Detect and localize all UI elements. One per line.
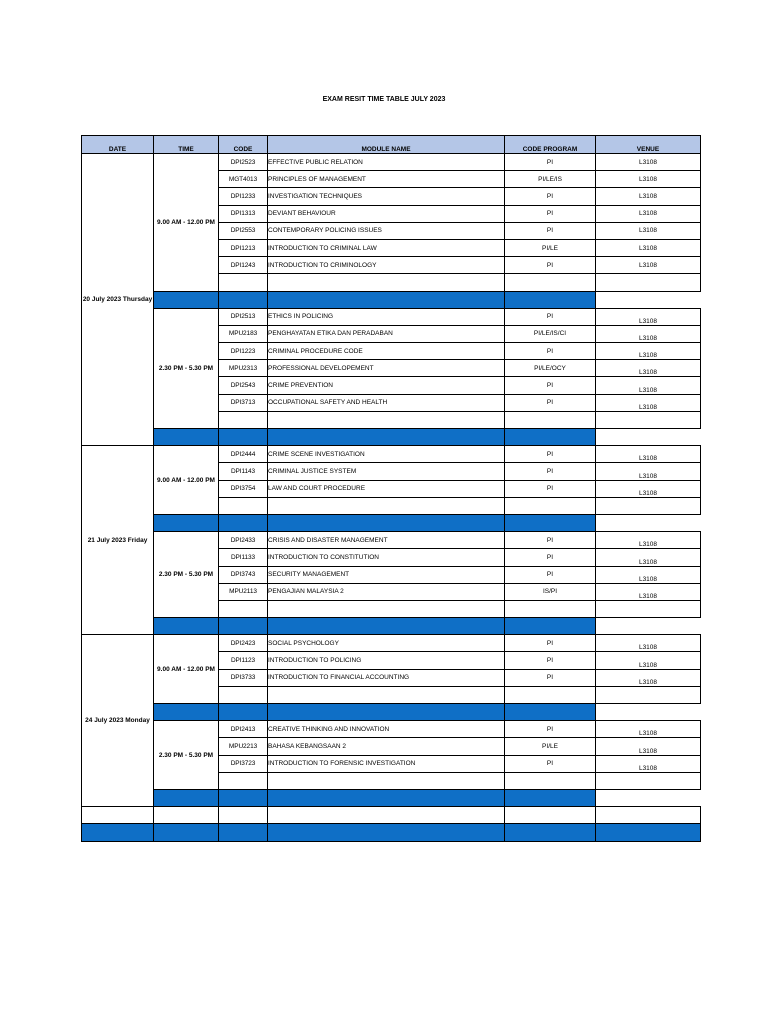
module-name-cell: SECURITY MANAGEMENT [268, 566, 505, 583]
code-program-cell: PI [505, 446, 596, 463]
module-name-cell: BAHASA KEBANGSAAN 2 [268, 738, 505, 755]
header-date: DATE [82, 136, 154, 154]
blank-cell [268, 411, 505, 428]
time-cell: 9.00 AM - 12.00 PM [154, 446, 219, 515]
table-row [82, 446, 701, 463]
venue-cell: L3108 [596, 635, 701, 652]
venue-cell: L3108 [596, 325, 701, 342]
blank-cell [219, 807, 268, 824]
separator-row [82, 789, 701, 806]
venue-cell: L3108 [596, 257, 701, 274]
blank-cell [268, 600, 505, 617]
separator-cell [154, 514, 219, 531]
date-cell: 20 July 2023 Thursday [82, 154, 154, 446]
blank-row [82, 807, 701, 824]
module-name-cell: CRIMINAL PROCEDURE CODE [268, 343, 505, 360]
code-cell: DPI2413 [219, 721, 268, 738]
time-cell: 2.30 PM - 5.30 PM [154, 532, 219, 618]
table-row [82, 635, 701, 652]
separator-cell [219, 824, 268, 841]
separator-cell [154, 789, 219, 806]
blank-cell [219, 497, 268, 514]
code-cell: DPI2543 [219, 377, 268, 394]
page-title: EXAM RESIT TIME TABLE JULY 2023 [322, 96, 446, 103]
module-name-cell: PRINCIPLES OF MANAGEMENT [268, 171, 505, 188]
separator-cell [268, 429, 505, 446]
module-name-cell: CRISIS AND DISASTER MANAGEMENT [268, 532, 505, 549]
separator-cell [154, 291, 219, 308]
code-cell: MPU2213 [219, 738, 268, 755]
module-name-cell: INTRODUCTION TO CONSTITUTION [268, 549, 505, 566]
code-cell: DPI3713 [219, 394, 268, 411]
code-cell: DPI3723 [219, 755, 268, 772]
blank-cell [268, 497, 505, 514]
separator-row [82, 429, 701, 446]
code-cell: DPI2423 [219, 635, 268, 652]
separator-cell [154, 429, 219, 446]
blank-cell [219, 772, 268, 789]
date-cell: 21 July 2023 Friday [82, 446, 154, 635]
separator-row [82, 291, 701, 308]
blank-cell [82, 807, 154, 824]
module-name-cell: INTRODUCTION TO CRIMINOLOGY [268, 257, 505, 274]
date-cell: 24 July 2023 Monday [82, 635, 154, 807]
table-row [82, 532, 701, 549]
code-program-cell: PI [505, 549, 596, 566]
table-row [82, 308, 701, 325]
venue-cell: L3108 [596, 480, 701, 497]
venue-cell: L3108 [596, 154, 701, 171]
separator-cell [82, 824, 154, 841]
blank-cell [505, 600, 596, 617]
code-cell: DPI1243 [219, 257, 268, 274]
code-cell: DPI2523 [219, 154, 268, 171]
code-program-cell: PI [505, 394, 596, 411]
venue-cell: L3108 [596, 532, 701, 549]
separator-cell [505, 789, 596, 806]
code-cell: DPI3743 [219, 566, 268, 583]
blank-cell [596, 807, 701, 824]
time-cell: 2.30 PM - 5.30 PM [154, 308, 219, 428]
venue-cell: L3108 [596, 188, 701, 205]
code-program-cell: PI [505, 755, 596, 772]
separator-cell [268, 704, 505, 721]
separator-cell [596, 824, 701, 841]
header-module-name: MODULE NAME [268, 136, 505, 154]
code-program-cell: PI [505, 308, 596, 325]
code-program-cell: PI [505, 721, 596, 738]
code-program-cell: PI [505, 635, 596, 652]
venue-cell: L3108 [596, 394, 701, 411]
header-code-program: CODE PROGRAM [505, 136, 596, 154]
blank-cell [596, 274, 701, 291]
venue-cell: L3108 [596, 652, 701, 669]
blank-cell [219, 600, 268, 617]
separator-row [82, 618, 701, 635]
code-program-cell: PI/LE [505, 738, 596, 755]
module-name-cell: INTRODUCTION TO FORENSIC INVESTIGATION [268, 755, 505, 772]
module-name-cell: CONTEMPORARY POLICING ISSUES [268, 222, 505, 239]
separator-cell [268, 514, 505, 531]
code-cell: DPI1123 [219, 652, 268, 669]
venue-cell: L3108 [596, 738, 701, 755]
code-program-cell: PI/LE [505, 239, 596, 256]
module-name-cell: CREATIVE THINKING AND INNOVATION [268, 721, 505, 738]
module-name-cell: INTRODUCTION TO FINANCIAL ACCOUNTING [268, 669, 505, 686]
blank-cell [268, 772, 505, 789]
module-name-cell: SOCIAL PSYCHOLOGY [268, 635, 505, 652]
separator-cell [505, 291, 596, 308]
separator-row [82, 824, 701, 841]
header-row [82, 136, 701, 154]
venue-cell: L3108 [596, 721, 701, 738]
code-cell: DPI1223 [219, 343, 268, 360]
code-cell: DPI1233 [219, 188, 268, 205]
code-program-cell: PI [505, 566, 596, 583]
separator-cell [505, 618, 596, 635]
code-cell: MGT4013 [219, 171, 268, 188]
code-cell: DPI1143 [219, 463, 268, 480]
blank-cell [219, 274, 268, 291]
venue-cell: L3108 [596, 239, 701, 256]
time-cell: 2.30 PM - 5.30 PM [154, 721, 219, 790]
separator-cell [219, 291, 268, 308]
code-cell: DPI3754 [219, 480, 268, 497]
time-cell: 9.00 AM - 12.00 PM [154, 154, 219, 292]
separator-cell [219, 618, 268, 635]
blank-cell [596, 600, 701, 617]
code-cell: DPI2553 [219, 222, 268, 239]
separator-row [82, 704, 701, 721]
module-name-cell: OCCUPATIONAL SAFETY AND HEALTH [268, 394, 505, 411]
separator-cell [154, 704, 219, 721]
blank-cell [505, 807, 596, 824]
code-program-cell: PI [505, 652, 596, 669]
blank-cell [596, 772, 701, 789]
code-cell: DPI2513 [219, 308, 268, 325]
blank-cell [219, 411, 268, 428]
code-program-cell: PI/LE/OCY [505, 360, 596, 377]
separator-cell [219, 704, 268, 721]
module-name-cell: DEVIANT BEHAVIOUR [268, 205, 505, 222]
separator-cell [505, 429, 596, 446]
module-name-cell: PROFESSIONAL DEVELOPEMENT [268, 360, 505, 377]
separator-cell [219, 514, 268, 531]
venue-cell: L3108 [596, 171, 701, 188]
code-program-cell: PI [505, 343, 596, 360]
separator-cell [268, 618, 505, 635]
venue-cell: L3108 [596, 755, 701, 772]
separator-cell [268, 789, 505, 806]
table-row [82, 154, 701, 171]
blank-cell [505, 411, 596, 428]
blank-cell [596, 497, 701, 514]
code-program-cell: PI [505, 154, 596, 171]
code-program-cell: PI [505, 532, 596, 549]
code-program-cell: PI [505, 463, 596, 480]
code-program-cell: PI [505, 205, 596, 222]
venue-cell: L3108 [596, 222, 701, 239]
code-program-cell: PI [505, 188, 596, 205]
separator-cell [505, 704, 596, 721]
code-program-cell: PI/LE/IS/CI [505, 325, 596, 342]
code-cell: MPU2113 [219, 583, 268, 600]
blank-cell [505, 497, 596, 514]
code-cell: DPI2433 [219, 532, 268, 549]
separator-row [82, 514, 701, 531]
code-cell: MPU2183 [219, 325, 268, 342]
timetable-body [82, 154, 701, 842]
separator-cell [268, 824, 505, 841]
venue-cell: L3108 [596, 583, 701, 600]
blank-cell [596, 411, 701, 428]
module-name-cell: INTRODUCTION TO CRIMINAL LAW [268, 239, 505, 256]
code-cell: MPU2313 [219, 360, 268, 377]
blank-cell [505, 772, 596, 789]
venue-cell: L3108 [596, 308, 701, 325]
timetable [81, 135, 701, 842]
venue-cell: L3108 [596, 463, 701, 480]
venue-cell: L3108 [596, 343, 701, 360]
separator-cell [505, 824, 596, 841]
code-program-cell: PI [505, 222, 596, 239]
blank-cell [596, 686, 701, 703]
code-program-cell: IS/PI [505, 583, 596, 600]
code-cell: DPI2444 [219, 446, 268, 463]
module-name-cell: CRIME PREVENTION [268, 377, 505, 394]
venue-cell: L3108 [596, 205, 701, 222]
separator-cell [268, 291, 505, 308]
module-name-cell: PENGAJIAN MALAYSIA 2 [268, 583, 505, 600]
venue-cell: L3108 [596, 549, 701, 566]
separator-cell [505, 514, 596, 531]
module-name-cell: LAW AND COURT PROCEDURE [268, 480, 505, 497]
header-time: TIME [154, 136, 219, 154]
blank-cell [505, 686, 596, 703]
header-code: CODE [219, 136, 268, 154]
venue-cell: L3108 [596, 669, 701, 686]
blank-cell [154, 807, 219, 824]
blank-cell [505, 274, 596, 291]
blank-cell [219, 686, 268, 703]
blank-cell [268, 807, 505, 824]
venue-cell: L3108 [596, 446, 701, 463]
code-cell: DPI3733 [219, 669, 268, 686]
code-cell: DPI1133 [219, 549, 268, 566]
module-name-cell: INVESTIGATION TECHNIQUES [268, 188, 505, 205]
separator-cell [154, 824, 219, 841]
separator-cell [219, 789, 268, 806]
time-cell: 9.00 AM - 12.00 PM [154, 635, 219, 704]
code-cell: DPI1213 [219, 239, 268, 256]
separator-cell [154, 618, 219, 635]
blank-cell [268, 274, 505, 291]
code-program-cell: PI [505, 480, 596, 497]
venue-cell: L3108 [596, 360, 701, 377]
header-venue: VENUE [596, 136, 701, 154]
code-program-cell: PI [505, 669, 596, 686]
separator-cell [219, 429, 268, 446]
module-name-cell: INTRODUCTION TO POLICING [268, 652, 505, 669]
venue-cell: L3108 [596, 377, 701, 394]
code-program-cell: PI [505, 377, 596, 394]
code-program-cell: PI/LE/IS [505, 171, 596, 188]
module-name-cell: CRIMINAL JUSTICE SYSTEM [268, 463, 505, 480]
module-name-cell: ETHICS IN POLICING [268, 308, 505, 325]
table-row [82, 721, 701, 738]
blank-cell [268, 686, 505, 703]
module-name-cell: CRIME SCENE INVESTIGATION [268, 446, 505, 463]
code-program-cell: PI [505, 257, 596, 274]
module-name-cell: EFFECTIVE PUBLIC RELATION [268, 154, 505, 171]
code-cell: DPI1313 [219, 205, 268, 222]
module-name-cell: PENGHAYATAN ETIKA DAN PERADABAN [268, 325, 505, 342]
venue-cell: L3108 [596, 566, 701, 583]
